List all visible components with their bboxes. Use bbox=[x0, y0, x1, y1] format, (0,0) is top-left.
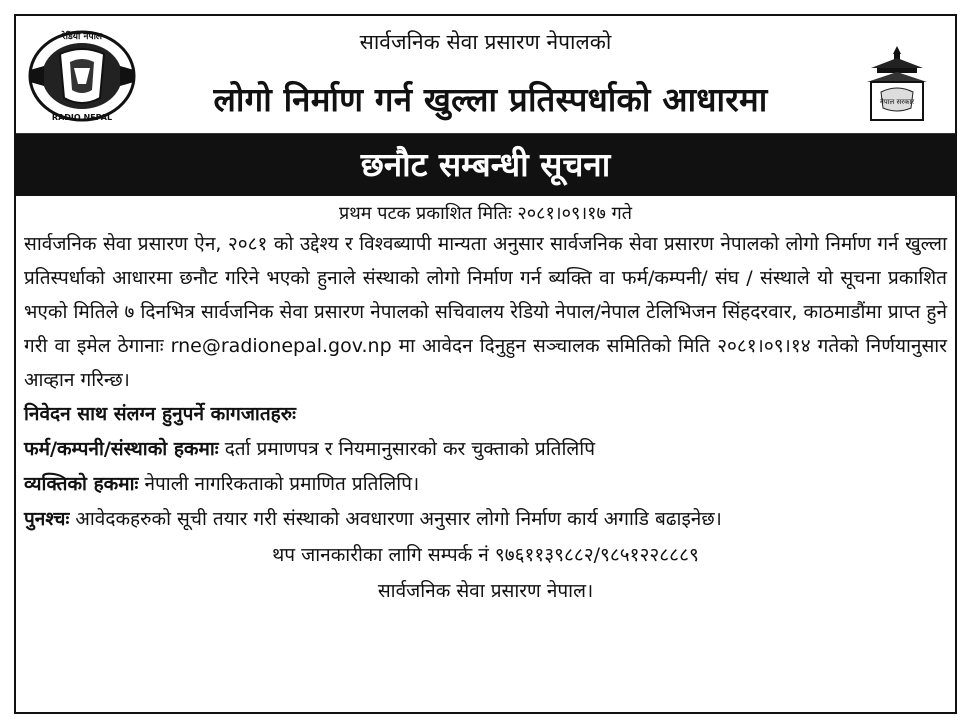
documents-heading bbox=[24, 397, 947, 432]
postscript-label: पुनश्चः bbox=[24, 508, 70, 530]
firm-label: फर्म/कम्पनी/संस्थाको हकमाः bbox=[24, 438, 219, 460]
individual-text: नेपाली नागरिकताको प्रमाणित प्रतिलिपि। bbox=[144, 473, 420, 495]
nepal-government-emblem bbox=[861, 44, 933, 126]
individual-label: व्यक्तिको हकमाः bbox=[24, 473, 139, 495]
firm-text: दर्ता प्रमाणपत्र र नियमानुसारको कर चुक्ताको प्रतिलिपि bbox=[224, 438, 595, 460]
documents-heading-text: निवेदन साथ संलग्न हुनुपर्ने कागजातहरुः bbox=[24, 403, 296, 425]
notice-header bbox=[16, 16, 955, 134]
contact-line: थप जानकारीका लागि सम्पर्क नं ९७६११३९८८२/९८५१२२८८८९ bbox=[272, 544, 699, 566]
svg-text:रेडियो नेपाल: रेडियो नेपाल bbox=[61, 32, 103, 42]
body-paragraph: सार्वजनिक सेवा प्रसारण ऐन, २०८१ को उद्देश्य र विश्वब्यापी मान्यता अनुसार सार्वजनिक सेवा प्रसारण नेपालको लोगो निर्माण गर्न खुल्ला प्रतिस्पर्धाको आधारमा छनौट गरिने भएको हुनाले संस्थाको लोगो निर्माण गर्न ब्यक्ति वा फर्म/कम्पनी/ संघ / संस्थाले यो सूचना प्रकाशित भएको मितिले ७ दिनभित्र सार्वजनिक सेवा प्रसारण नेपालको सचिवालय रेडियो नेपाल/नेपाल टेलिभिजन सिंहदरवार, काठमाडौंमा प्राप्त हुने गरी वा इमेल ठेगानाः rne@radionepal.gov.np मा आवेदन दिनुहुन सञ्चालक समितिको मिति २०८१।०९।१४ गतेको निर्णयानुसार आव्हान गरिन्छ। bbox=[24, 233, 947, 391]
svg-text:नेपाल सरकार: नेपाल सरकार bbox=[879, 98, 915, 106]
individual-requirement bbox=[24, 467, 947, 502]
footer-org: सार्वजनिक सेवा प्रसारण नेपाल। bbox=[377, 580, 594, 602]
published-date: प्रथम पटक प्रकाशित मितिः २०८१।०९।१७ गते bbox=[338, 203, 633, 224]
notice bbox=[14, 14, 957, 714]
notice-banner: छनौट सम्बन्धी सूचना bbox=[16, 134, 955, 196]
main-title: लोगो निर्माण गर्न खुल्ला प्रतिस्पर्धाको आधारमा bbox=[213, 80, 768, 119]
svg-text:RADIO NEPAL: RADIO NEPAL bbox=[51, 113, 113, 122]
org-name: सार्वजनिक सेवा प्रसारण नेपालको bbox=[359, 30, 612, 54]
firm-requirement bbox=[24, 432, 947, 467]
postscript bbox=[24, 502, 947, 537]
postscript-text: आवेदकहरुको सूची तयार गरी संस्थाको अवधारणा अनुसार लोगो निर्माण कार्य अगाडि बढाइनेछ। bbox=[75, 508, 722, 530]
notice-content bbox=[16, 201, 955, 609]
